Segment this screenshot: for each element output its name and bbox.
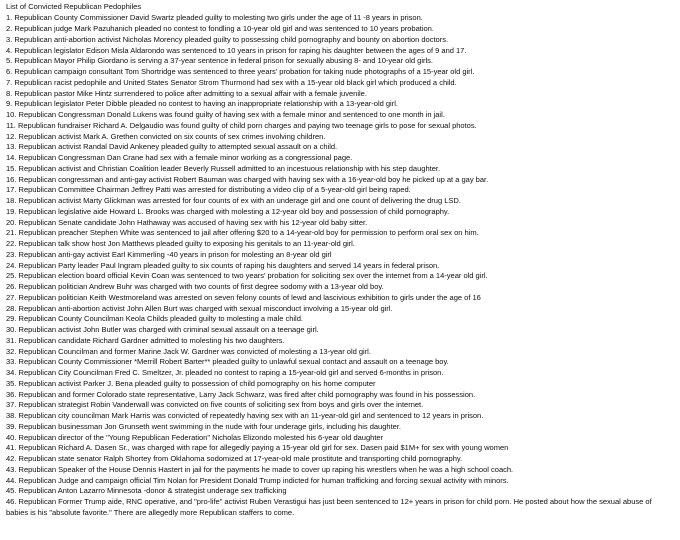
list-item: 37. Republican strategist Robin Vanderwall was convicted on five counts of soliciting sex from boys and girls over the internet.: [6, 400, 424, 410]
list-item: 9. Republican legislator Peter Dibble pleaded no contest to having an inappropriate relationship with a 13-year-old girl.: [6, 99, 398, 109]
item-list: [6, 13, 676, 518]
list-item: 20. Republican Senate candidate John Hathaway was accused of having sex with his 12-year old baby sitter.: [6, 217, 368, 227]
list-item: 8. Republican pastor Mike Hintz surrendered to police after admitting to a sexual affair with a female juvenile.: [6, 88, 367, 98]
list-item: 32. Republican Councilman and former Marine Jack W. Gardner was convicted of molesting a 13-year old girl.: [6, 346, 371, 356]
list-item: 33. Republican County Commissioner *Merrill Robert Barter** pleaded guilty to unlawful sexual contact and assault on a teenage boy.: [6, 357, 449, 367]
list-item: 2. Republican judge Mark Pazuhanich pleaded no contest to fondling a 10-year old girl and was sentenced to 10 years probation.: [6, 24, 434, 34]
list-item: 42. Republican state senator Ralph Shortey from Oklahoma sodomized at 17-year-old male prostitute and transporting child pornography.: [6, 454, 463, 464]
list-item: 1. Republican County Commissioner David Swartz pleaded guilty to molesting two girls under the age of 11 -8 years in prison.: [6, 13, 423, 23]
list-item: 34. Republican City Councilman Fred C. Smeltzer, Jr. pleaded no contest to raping a 15-year-old girl and served 6-months in prison.: [6, 368, 444, 378]
list-item: 26. Republican politician Andrew Buhr was charged with two counts of first degree sodomy with a 13-year old boy.: [6, 282, 384, 292]
list-item: 44. Republican Judge and campaign official Tim Nolan for President Donald Trump indicted for human trafficking and forcing sexual activity with minors.: [6, 475, 509, 485]
list-item: 36. Republican and former Colorado state representative, Larry Jack Schwarz, was fired after child pornography was found in his possession.: [6, 389, 476, 399]
list-item: 23. Republican anti-gay activist Earl Kimmerling -40 years in prison for molesting an 8-year old girl: [6, 249, 332, 259]
list-item: 45. Republican Anton Lazarro Minnesota -donor & strategist underage sex trafficking: [6, 486, 287, 496]
list-item: 40. Republican director of the "Young Republican Federation" Nicholas Elizondo molested his 6-year old daughter: [6, 432, 384, 442]
list-item: 24. Republican Party leader Paul Ingram pleaded guilty to six counts of raping his daughters and served 14 years in federal prison.: [6, 260, 440, 270]
list-item: 28. Republican anti-abortion activist John Allen Burt was charged with sexual misconduct involving a 15-year old girl.: [6, 303, 393, 313]
list-item: 22. Republican talk show host Jon Matthews pleaded guilty to exposing his genitals to an 11-year-old girl.: [6, 239, 355, 249]
list-item: 41. Republican Richard A. Dasen Sr., was charged with rape for allegedly paying a 15-year old girl for sex. Dasen paid $1M+ for sex with young women: [6, 443, 509, 453]
list-item: 17. Republican Committee Chairman Jeffrey Patti was arrested for distributing a video clip of a 5-year-old girl being raped.: [6, 185, 411, 195]
list-item: 14. Republican Congressman Dan Crane had sex with a female minor working as a congressional page.: [6, 153, 353, 163]
list-item: 7. Republican racist pedophile and United States Senator Strom Thurmond had sex with a 15-year old black girl which produced a child.: [6, 77, 457, 87]
list-item: 16. Republican congressman and anti-gay activist Robert Bauman was charged with having sex with a 16-year-old boy he picked up at a gay bar.: [6, 174, 489, 184]
list-item: 35. Republican activist Parker J. Bena pleaded guilty to possession of child pornography on his home computer: [6, 378, 376, 388]
list-item: 10. Republican Congressman Donald Lukens was found guilty of having sex with a female minor and sentenced to one month in jail.: [6, 110, 445, 120]
list-item: 3. Republican anti-abortion activist Nicholas Morency pleaded guilty to possessing child pornography and bounty on abortion doctors.: [6, 34, 449, 44]
list-item: 21. Republican preacher Stephen White was sentenced to jail after offering $20 to a 14-year-old boy for permission to perform oral sex on him.: [6, 228, 479, 238]
list-item: 11. Republican fundraiser Richard A. Delgaudio was found guilty of child porn charges and paying two teenage girls to pose for sexual photos.: [6, 120, 477, 130]
list-item: 25. Republican election board official Kevin Coan was sentenced to two years' probation for soliciting sex over the internet from a 14-year old girl.: [6, 271, 488, 281]
list-item: 18. Republican activist Marty Glickman was arrested for four counts of ex with an underage girl and one count of delivering the drug LSD.: [6, 196, 461, 206]
list-item: 12. Republican activist Mark A. Grethen convicted on six counts of sex crimes involving children.: [6, 131, 326, 141]
document-title: List of Convicted Republican Pedophiles: [6, 2, 142, 11]
list-item: 27. Republican politician Keith Westmoreland was arrested on seven felony counts of lewd and lascivious exhibition to girls under the age of 16: [6, 292, 481, 302]
list-item: 38. Republican city councilman Mark Harris was convicted of repeatedly having sex with an 11-year-old girl and sentenced to 12 years in prison.: [6, 411, 484, 421]
list-item: 15. Republican activist and Christian Coalition leader Beverly Russell admitted to an incestuous relationship with his step daughter.: [6, 163, 441, 173]
list-item: 46. Republican Former Trump aide, RNC operative, and "pro-life" activist Ruben Verastigui has just been sentenced to 12+ years in prison for child porn. He posted about how the sexual abuse of babies is his "absolute favorite." There are allegedly more Republican staffers to come.: [6, 497, 652, 517]
list-item: 39. Republican businessman Jon Grunseth went swimming in the nude with four underage girls, including his daughter.: [6, 421, 401, 431]
list-item: 19. Republican legislative aide Howard L. Brooks was charged with molesting a 12-year old boy and possession of child pornography.: [6, 206, 450, 216]
list-item: 4. Republican legislator Edison Misla Aldarondo was sentenced to 10 years in prison for raping his daughter between the ages of 9 and 17.: [6, 45, 467, 55]
list-item: 13. Republican activist Randal David Ankeney pleaded guilty to attempted sexual assault on a child.: [6, 142, 338, 152]
list-item: 30. Republican activist John Butler was charged with criminal sexual assault on a teenage girl.: [6, 325, 319, 335]
list-item: 6. Republican campaign consultant Tom Shortridge was sentenced to three years' probation for taking nude photographs of a 15-year old girl.: [6, 67, 475, 77]
list-item: 43. Republican Speaker of the House Dennis Hastert in jail for the payments he made to cover up raping his wrestlers when he was a high school coach.: [6, 464, 514, 474]
list-item: 29. Republican County Councilman Keola Childs pleaded guilty to molesting a male child.: [6, 314, 303, 324]
list-item: 31. Republican candidate Richard Gardner admitted to molesting his two daughters.: [6, 335, 285, 345]
list-item: 5. Republican Mayor Philip Giordano is serving a 37-year sentence in federal prison for sexually abusing 8- and 10-year old girls.: [6, 56, 433, 66]
